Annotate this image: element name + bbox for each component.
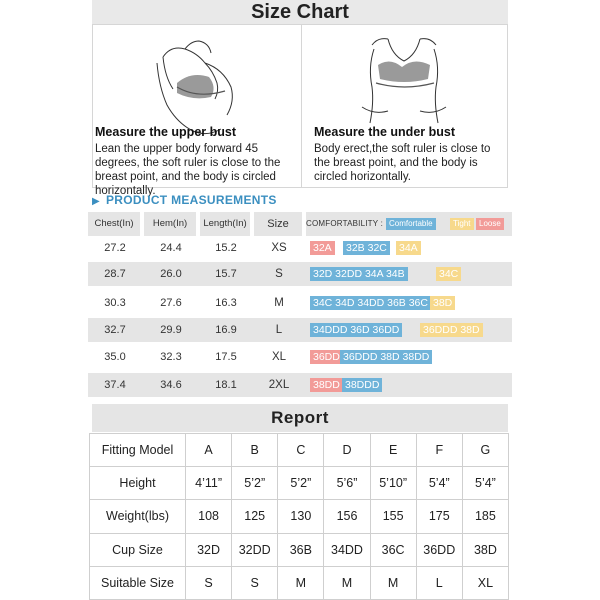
fit-tag-yellow: 34C: [436, 267, 461, 281]
report-cell: 156: [324, 500, 370, 533]
fit-tag-blue: 32D 32DD 34A 34B: [310, 267, 408, 281]
report-cell: 5’4”: [462, 467, 508, 500]
under-bust-text: Body erect,the soft ruler is close to the breast point, and the body is circled horizontally.: [314, 143, 491, 183]
report-row-label: Cup Size: [90, 533, 186, 566]
report-row-label: Suitable Size: [90, 566, 186, 599]
report-cell: 125: [232, 500, 278, 533]
header-size: Size: [254, 212, 304, 236]
report-cell: 34DD: [324, 533, 370, 566]
report-cell: L: [416, 566, 462, 599]
fit-tags: [306, 373, 512, 397]
report-cell: 130: [278, 500, 324, 533]
triangle-right-icon: ▶: [92, 196, 100, 207]
report-cell: 32D: [186, 533, 232, 566]
cell-hem: 29.9: [160, 324, 182, 336]
report-row-label: Fitting Model: [90, 434, 186, 467]
fit-tag-blue: 34C 34D 34DD 36B 36C: [310, 296, 431, 310]
cell-length: 17.5: [215, 351, 237, 363]
cell-chest: 27.2: [104, 242, 126, 254]
cell-length: 16.3: [215, 297, 237, 309]
report-row: [90, 566, 509, 599]
report-title: Report: [92, 404, 508, 432]
report-cell: 5’10”: [370, 467, 416, 500]
fit-tag-red: 32A: [310, 241, 335, 255]
report-cell: F: [416, 434, 462, 467]
comfortability-label: COMFORTABILITY :: [306, 219, 383, 228]
report-cell: 36C: [370, 533, 416, 566]
cell-chest: 30.3: [104, 297, 126, 309]
cell-size: S: [275, 268, 283, 280]
report-row: [90, 500, 509, 533]
cell-hem: 34.6: [160, 379, 182, 391]
report-cell: 108: [186, 500, 232, 533]
under-bust-heading: Measure the under bust: [314, 125, 455, 139]
header-chest: Chest(In): [88, 212, 142, 236]
report-row-label: Height: [90, 467, 186, 500]
fit-tag-yellow: 34A: [396, 241, 421, 255]
cell-chest: 32.7: [104, 324, 126, 336]
report-cell: 185: [462, 500, 508, 533]
report-cell: M: [370, 566, 416, 599]
page-title: Size Chart: [92, 0, 508, 24]
cell-chest: 28.7: [104, 268, 126, 280]
report-cell: S: [186, 566, 232, 599]
fit-tag-blue: 38DDD: [342, 378, 382, 392]
report-row: [90, 533, 509, 566]
fit-tags: [306, 291, 512, 315]
report-cell: 175: [416, 500, 462, 533]
cell-size: XS: [271, 242, 287, 254]
cell-size: XL: [271, 351, 287, 363]
cell-length: 15.7: [215, 268, 237, 280]
report-cell: 38D: [462, 533, 508, 566]
cell-length: 18.1: [215, 379, 237, 391]
report-cell: A: [186, 434, 232, 467]
report-cell: XL: [462, 566, 508, 599]
table-row: [88, 291, 512, 315]
cell-length: 16.9: [215, 324, 237, 336]
cell-hem: 26.0: [160, 268, 182, 280]
report-cell: 5’4”: [416, 467, 462, 500]
report-cell: M: [324, 566, 370, 599]
upper-bust-instructions: [95, 125, 301, 198]
report-row: [90, 434, 509, 467]
upper-bust-heading: Measure the upper bust: [95, 125, 236, 139]
legend-loose: Loose: [476, 218, 504, 230]
fit-tag-red: 36DD: [310, 350, 343, 364]
report-row: [90, 467, 509, 500]
measure-guide: [92, 24, 508, 197]
product-measurements-label: PRODUCT MEASUREMENTS: [106, 193, 277, 207]
report-cell: C: [278, 434, 324, 467]
fit-tag-blue: 32B 32C: [343, 241, 390, 255]
fit-tags: [306, 262, 512, 286]
fit-tag-yellow: 36DDD 38D: [420, 323, 483, 337]
cell-chest: 37.4: [104, 379, 126, 391]
report-cell: 36DD: [416, 533, 462, 566]
report-cell: G: [462, 434, 508, 467]
report-cell: 32DD: [232, 533, 278, 566]
cell-hem: 24.4: [160, 242, 182, 254]
table-header-row: [88, 212, 512, 236]
table-row: [88, 345, 512, 369]
header-hem: Hem(In): [144, 212, 198, 236]
table-row: [88, 318, 512, 342]
under-bust-instructions: [314, 125, 509, 184]
report-cell: 5’2”: [278, 467, 324, 500]
product-measurements-title: [92, 193, 277, 209]
report-row-label: Weight(lbs): [90, 500, 186, 533]
fit-tag-yellow: 38D: [430, 296, 455, 310]
report-cell: S: [232, 566, 278, 599]
table-row: [88, 236, 512, 260]
cell-hem: 32.3: [160, 351, 182, 363]
cell-length: 15.2: [215, 242, 237, 254]
legend-tight: Tight: [450, 218, 474, 230]
comfortability-legend: [306, 212, 512, 236]
report-cell: M: [278, 566, 324, 599]
header-length: Length(In): [200, 212, 252, 236]
report-cell: 5’2”: [232, 467, 278, 500]
cell-size: 2XL: [268, 379, 290, 391]
report-cell: B: [232, 434, 278, 467]
table-row: [88, 262, 512, 286]
legend-comfortable: Comfortable: [386, 218, 436, 230]
table-row: [88, 373, 512, 397]
report-table: [89, 433, 509, 600]
fit-tag-blue: 34DDD 36D 36DD: [310, 323, 402, 337]
cell-size: L: [275, 324, 283, 336]
report-cell: 155: [370, 500, 416, 533]
report-cell: D: [324, 434, 370, 467]
fit-tag-red: 38DD: [310, 378, 343, 392]
fit-tags: [306, 236, 512, 260]
fit-tags: [306, 318, 512, 342]
cell-size: M: [274, 297, 284, 309]
upper-bust-text: Lean the upper body forward 45 degrees, the soft ruler is close to the breast point, and the body is circled horizontally.: [95, 143, 281, 197]
cell-hem: 27.6: [160, 297, 182, 309]
fit-tag-blue: 36DDD 38D 38DD: [340, 350, 432, 364]
report-cell: E: [370, 434, 416, 467]
report-cell: 36B: [278, 533, 324, 566]
report-cell: 5’6”: [324, 467, 370, 500]
cell-chest: 35.0: [104, 351, 126, 363]
report-cell: 4’11”: [186, 467, 232, 500]
fit-tags: [306, 345, 512, 369]
